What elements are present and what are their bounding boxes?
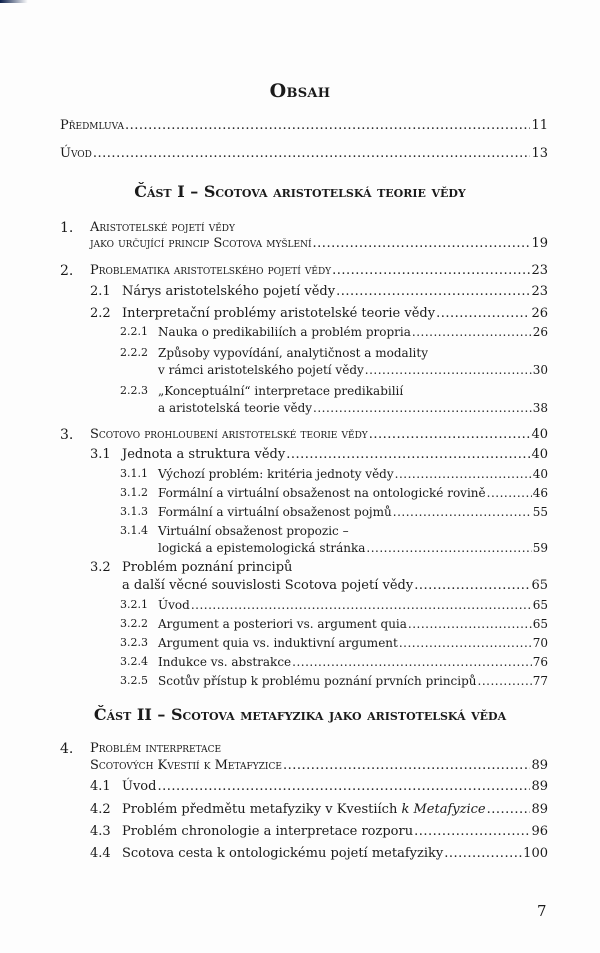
- dot-leader: [286, 447, 530, 463]
- toc-entry-4-1[interactable]: [122, 779, 548, 795]
- toc-entry-3-1-3[interactable]: [158, 504, 548, 520]
- toc-label: Scotova cesta k ontologickému pojetí metafyziky: [122, 846, 444, 861]
- part-1-title: Část I – Scotova aristotelská teorie vědy: [134, 182, 466, 201]
- chapter-number: 3.: [60, 427, 74, 443]
- dot-leader: [313, 400, 532, 416]
- dot-leader: [408, 616, 532, 632]
- scan-edge-artifact: [0, 0, 28, 3]
- toc-entry-3-2[interactable]: [122, 578, 548, 594]
- toc-entry-2-2[interactable]: [122, 306, 548, 322]
- toc-entry-chapter-1[interactable]: [90, 236, 548, 252]
- dot-leader: [336, 284, 530, 300]
- dot-leader: [93, 146, 531, 162]
- dot-leader: [292, 654, 532, 670]
- subsection-number: 3.2.4: [120, 655, 148, 668]
- toc-page: 30: [532, 363, 548, 377]
- toc-entry-4-4[interactable]: [122, 846, 548, 862]
- subsection-number: 3.2.2: [120, 617, 148, 630]
- toc-entry-chapter-2[interactable]: [90, 263, 548, 279]
- toc-label: Nauka o predikabiliích a problém propria: [158, 325, 411, 339]
- toc-label-plain: Problém předmětu metafyziky v Kvestiích: [122, 802, 402, 817]
- toc-label: Předmluva: [60, 118, 124, 133]
- toc-page: 40: [531, 447, 548, 462]
- dot-leader: [191, 597, 532, 613]
- toc-label: Formální a virtuální obsaženost pojmů: [158, 505, 392, 519]
- toc-label: v rámci aristotelského pojetí vědy: [158, 363, 364, 377]
- dot-leader: [487, 485, 532, 501]
- toc-page: 65: [532, 617, 548, 631]
- toc-entry-3-1-4-line1: Virtuální obsaženost propozic –: [158, 524, 349, 538]
- toc-entry-3-2-2[interactable]: [158, 616, 548, 632]
- toc-entry-3-2-1[interactable]: [158, 597, 548, 613]
- dot-leader: [414, 578, 530, 594]
- toc-page: 76: [532, 655, 548, 669]
- toc-page: 89: [531, 779, 548, 794]
- toc-label: Úvod: [122, 779, 157, 794]
- section-number: 3.2: [90, 560, 111, 575]
- chapter-number: 1.: [60, 220, 74, 236]
- toc-page: 26: [532, 325, 548, 339]
- dot-leader: [393, 504, 532, 520]
- toc-entry-3-2-5[interactable]: [158, 673, 548, 689]
- toc-label: jako určující princip Scotova myšlení: [90, 236, 312, 251]
- toc-page: 11: [531, 118, 548, 133]
- subsection-number: 3.1.1: [120, 467, 148, 480]
- toc-label: Nárys aristotelského pojetí vědy: [122, 284, 336, 299]
- toc-label: Problém chronologie a interpretace rozporu: [122, 824, 414, 839]
- toc-label: Úvod: [60, 146, 92, 161]
- section-number: 2.2: [90, 306, 111, 321]
- toc-entry-uvod[interactable]: [60, 146, 548, 162]
- page-title: Obsah: [269, 80, 331, 102]
- toc-label: Scotových Kvestií k Metafyzice: [90, 758, 282, 773]
- section-number: 3.1: [90, 447, 111, 462]
- toc-page: 23: [531, 284, 548, 299]
- dot-leader: [395, 466, 532, 482]
- dot-leader: [157, 779, 530, 795]
- toc-page: 55: [532, 505, 548, 519]
- section-number: 2.1: [90, 284, 111, 299]
- section-number: 4.3: [90, 824, 111, 839]
- toc-label: Interpretační problémy aristotelské teorie vědy: [122, 306, 436, 321]
- subsection-number: 3.1.2: [120, 486, 148, 499]
- chapter-number: 2.: [60, 263, 74, 279]
- page-number: 7: [537, 902, 547, 920]
- toc-label-italic: k Metafyzice: [401, 802, 486, 817]
- dot-leader: [366, 540, 531, 556]
- toc-page: 40: [532, 467, 548, 481]
- toc-label: Formální a virtuální obsaženost na ontologické rovině: [158, 486, 486, 500]
- toc-entry-chapter-4[interactable]: [90, 758, 548, 774]
- toc-entry-3-1-1[interactable]: [158, 466, 548, 482]
- toc-entry-2-2-1[interactable]: [158, 324, 548, 340]
- toc-label: Úvod: [158, 598, 190, 612]
- dot-leader: [436, 306, 530, 322]
- toc-entry-4-3[interactable]: [122, 824, 548, 840]
- toc-page: 100: [523, 846, 548, 861]
- toc-entry-3-2-4[interactable]: [158, 654, 548, 670]
- toc-page: 89: [531, 802, 548, 817]
- toc-page: 77: [532, 674, 548, 688]
- toc-page: 23: [531, 263, 548, 278]
- dot-leader: [487, 802, 531, 818]
- subsection-number: 2.2.2: [120, 346, 148, 359]
- toc-entry-2-2-3[interactable]: [158, 400, 548, 416]
- toc-page: 19: [531, 236, 548, 251]
- toc-page: 89: [531, 758, 548, 773]
- dot-leader: [283, 758, 531, 774]
- toc-label: Problematika aristotelského pojetí vědy: [90, 263, 332, 278]
- dot-leader: [399, 635, 532, 651]
- dot-leader: [444, 846, 522, 862]
- toc-label: Scotův přístup k problému poznání prvních principů: [158, 674, 477, 688]
- toc-label: Indukce vs. abstrakce: [158, 655, 292, 669]
- toc-label: a aristotelská teorie vědy: [158, 401, 313, 415]
- part-2-title: Část II – Scotova metafyzika jako aristotelská věda: [93, 705, 507, 724]
- toc-page: 38: [532, 401, 548, 415]
- toc-entry-2-2-2-line1: Způsoby vypovídání, analytičnost a modality: [158, 346, 428, 360]
- dot-leader: [414, 824, 530, 840]
- section-number: 4.4: [90, 846, 111, 861]
- toc-entry-3-1-4[interactable]: [158, 540, 548, 556]
- toc-label: Argument a posteriori vs. argument quia: [158, 617, 407, 631]
- toc-entry-predmluva[interactable]: [60, 118, 548, 134]
- toc-entry-3-2-3[interactable]: [158, 635, 548, 651]
- subsection-number: 3.2.1: [120, 598, 148, 611]
- subsection-number: 2.2.3: [120, 384, 148, 397]
- toc-page: 96: [531, 824, 548, 839]
- toc-page: 70: [532, 636, 548, 650]
- toc-label: Argument quia vs. induktivní argument: [158, 636, 398, 650]
- dot-leader: [365, 362, 532, 378]
- chapter-1-title-line1: Aristotelské pojetí vědy: [90, 220, 235, 235]
- toc-entry-2-2-2[interactable]: [158, 362, 548, 378]
- toc-label: Výchozí problém: kritéria jednoty vědy: [158, 467, 394, 481]
- subsection-number: 3.1.4: [120, 524, 148, 537]
- subsection-number: 3.2.5: [120, 674, 148, 687]
- toc-page: 65: [532, 598, 548, 612]
- subsection-number: 3.2.3: [120, 636, 148, 649]
- toc-entry-2-2-3-line1: „Konceptuální“ interpretace predikabilií: [158, 384, 404, 398]
- toc-entry-3-1-2[interactable]: [158, 485, 548, 501]
- dot-leader: [313, 236, 531, 252]
- toc-label: [122, 802, 486, 818]
- toc-entry-chapter-3[interactable]: [90, 427, 548, 443]
- toc-page: 65: [531, 578, 548, 593]
- toc-page: 26: [531, 306, 548, 321]
- toc-entry-3-2-line1: Problém poznání principů: [122, 560, 293, 575]
- toc-label: Scotovo prohloubení aristotelské teorie vědy: [90, 427, 368, 442]
- toc-label: logická a epistemologická stránka: [158, 541, 366, 555]
- dot-leader: [125, 118, 530, 134]
- toc-page: 13: [531, 146, 548, 161]
- toc-entry-2-1[interactable]: [122, 284, 548, 300]
- dot-leader: [412, 324, 532, 340]
- chapter-4-title-line1: Problém interpretace: [90, 741, 222, 756]
- subsection-number: 2.2.1: [120, 325, 148, 338]
- dot-leader: [478, 673, 532, 689]
- section-number: 4.1: [90, 779, 111, 794]
- toc-label: a další věcné souvislosti Scotova pojetí vědy: [122, 578, 414, 593]
- dot-leader: [369, 427, 531, 443]
- toc-page: 40: [531, 427, 548, 442]
- toc-page: 59: [532, 541, 548, 555]
- toc-entry-3-1[interactable]: [122, 447, 548, 463]
- toc-page: 46: [532, 486, 548, 500]
- subsection-number: 3.1.3: [120, 505, 148, 518]
- section-number: 4.2: [90, 802, 111, 817]
- toc-entry-4-2[interactable]: [122, 802, 548, 818]
- chapter-number: 4.: [60, 741, 74, 757]
- dot-leader: [332, 263, 530, 279]
- toc-label: Jednota a struktura vědy: [122, 447, 286, 462]
